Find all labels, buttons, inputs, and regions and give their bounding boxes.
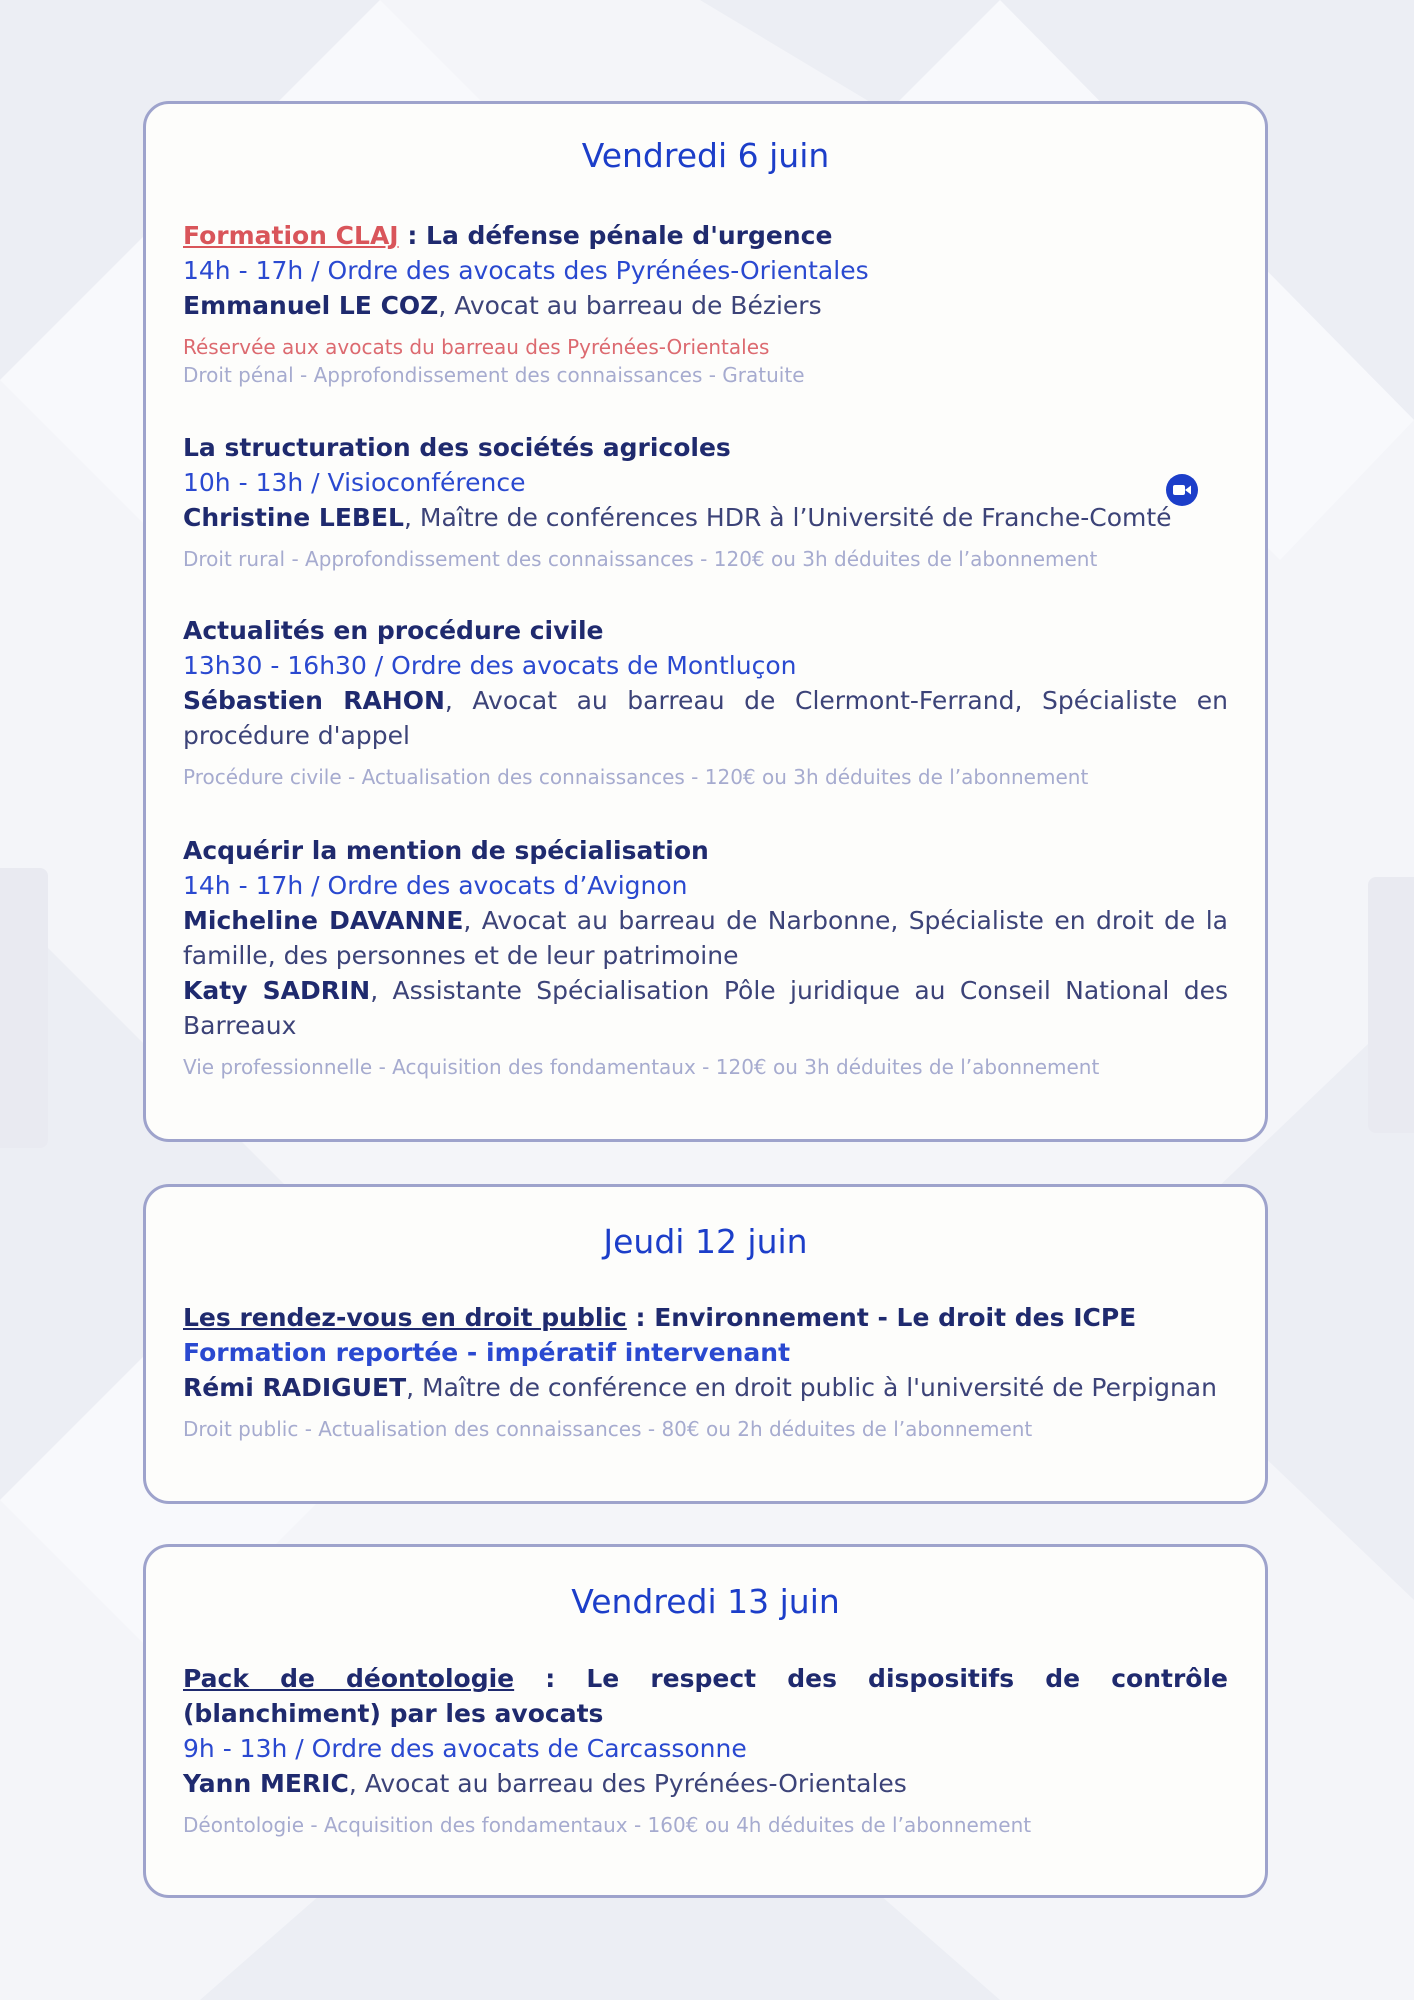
speaker-name: Katy SADRIN [183,976,371,1005]
event-meta: Droit rural - Approfondissement des connaissances - 120€ ou 3h déduites de l’abonnement [183,547,1098,571]
event-time-location: 14h - 17h / Ordre des avocats des Pyrénées-Orientales [183,256,869,285]
video-camera-icon [1166,474,1198,506]
event-meta: Droit public - Actualisation des connaissances - 80€ ou 2h déduites de l’abonnement [183,1417,1033,1441]
event-meta: Vie professionnelle - Acquisition des fondamentaux - 120€ ou 3h déduites de l’abonnement [183,1055,1100,1079]
event-restriction-note: Réservée aux avocats du barreau des Pyrénées-Orientales [183,335,770,359]
speaker [183,683,1228,753]
event-meta: Déontologie - Acquisition des fondamentaux - 160€ ou 4h déduites de l’abonnement [183,1813,1032,1837]
event-title: Acquérir la mention de spécialisation [183,836,709,865]
speaker-name: Sébastien RAHON [183,686,445,715]
event-meta: Droit pénal - Approfondissement des connaissances - Gratuite [183,363,805,387]
event-category-link[interactable]: Formation CLAJ [183,221,399,250]
event-title: La structuration des sociétés agricoles [183,433,731,462]
day-card-friday-13 [143,1544,1268,1898]
event-title-line [183,1300,1228,1335]
event-claj [183,218,1228,389]
speaker-name: Christine LEBEL [183,503,404,532]
event-title-line [183,1661,1228,1731]
speaker-role: , Maître de conférence en droit public à l'université de Perpignan [406,1373,1217,1402]
event-status: Formation reportée - impératif intervenant [183,1338,791,1367]
day-title: Vendredi 6 juin [581,136,830,175]
speaker [183,903,1228,973]
event-procedure-civile [183,613,1228,791]
speaker-role: , Avocat au barreau de Clermont-Ferrand, Spécialiste en procédure d'appel [183,686,1228,750]
event-title: Environnement - Le droit des ICPE [654,1303,1137,1332]
speaker-name: Rémi RADIGUET [183,1373,407,1402]
left-side-tab [0,868,48,1148]
event-societes-agricoles [183,430,1228,573]
event-droit-public [183,1300,1228,1443]
separator: : [626,1303,655,1332]
event-time-location: 14h - 17h / Ordre des avocats d’Avignon [183,871,688,900]
speaker-role: , Assistante Spécialisation Pôle juridique au Conseil National des Barreaux [183,976,1228,1040]
speaker [183,973,1228,1043]
speaker [183,1766,1228,1801]
speaker-name: Emmanuel LE COZ [183,291,439,320]
event-title: Actualités en procédure civile [183,616,604,645]
day-card-thursday-12 [143,1184,1268,1504]
speaker [183,500,1228,535]
speaker-name: Micheline DAVANNE [183,906,464,935]
event-mention-specialisation [183,833,1228,1081]
speaker-role: , Avocat au barreau de Narbonne, Spécialiste en droit de la famille, des personnes et de leur patrimoine [183,906,1228,970]
event-title-line [183,218,1228,253]
separator: : [398,221,427,250]
day-card-friday-6 [143,101,1268,1142]
day-title: Jeudi 12 juin [603,1222,808,1261]
day-title: Vendredi 13 juin [571,1582,840,1621]
speaker-role: , Avocat au barreau de Béziers [438,291,822,320]
event-title: La défense pénale d'urgence [426,221,833,250]
event-time-location: 9h - 13h / Ordre des avocats de Carcassonne [183,1734,747,1763]
event-meta: Procédure civile - Actualisation des connaissances - 120€ ou 3h déduites de l’abonnement [183,765,1089,789]
event-title: Le respect des dispositifs de contrôle (blanchiment) par les avocats [183,1664,1229,1728]
event-deontologie [183,1661,1228,1839]
event-category-link[interactable]: Pack de déontologie [183,1664,515,1693]
speaker-role: , Maître de conférences HDR à l’Université de Franche-Comté [403,503,1172,532]
right-side-tab [1368,877,1414,1133]
event-time-location: 13h30 - 16h30 / Ordre des avocats de Montluçon [183,651,797,680]
event-category-link[interactable]: Les rendez-vous en droit public [183,1303,627,1332]
speaker [183,288,1228,323]
event-time-location: 10h - 13h / Visioconférence [183,468,526,497]
speaker [183,1370,1228,1405]
separator: : [514,1664,587,1693]
speaker-name: Yann MERIC [183,1769,349,1798]
speaker-role: , Avocat au barreau des Pyrénées-Orientales [348,1769,907,1798]
